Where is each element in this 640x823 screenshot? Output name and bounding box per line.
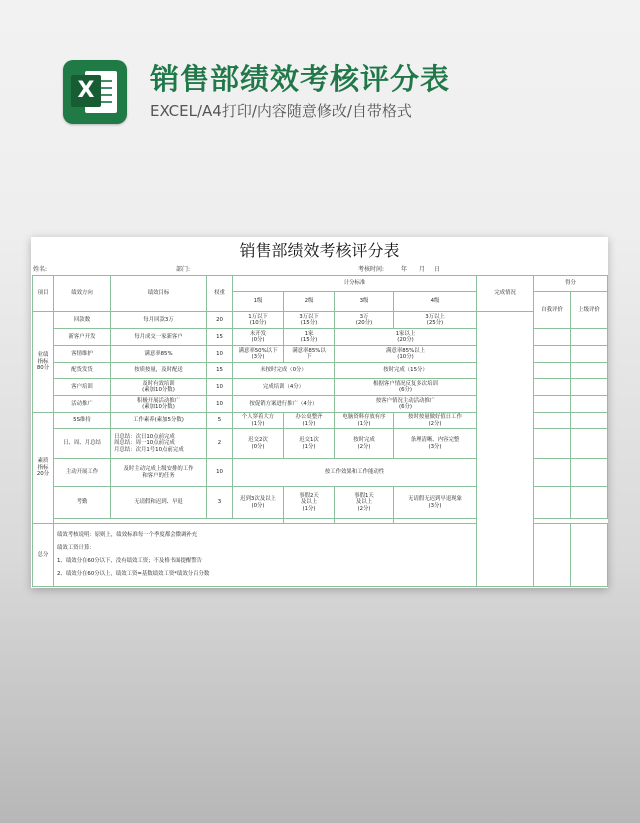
cell: 主动开展工作: [54, 459, 111, 487]
cell: [571, 329, 608, 346]
spreadsheet-preview: [31, 237, 608, 588]
cell: 迟交1次 (1分): [284, 429, 335, 459]
cell: [571, 396, 608, 413]
head-target: 绩效目标: [111, 276, 207, 312]
cell: [571, 413, 608, 429]
cell: 每月成交一家新客户: [111, 329, 207, 346]
cell: 15: [207, 363, 233, 379]
head-direction: 绩效方向: [54, 276, 111, 312]
cell: 10: [207, 396, 233, 413]
cell: 2: [207, 429, 233, 459]
head-level-2: 2级: [284, 292, 335, 312]
cell: 办公桌整齐 (1分): [284, 413, 335, 429]
cell: [534, 459, 571, 487]
head-level-1: 1级: [233, 292, 284, 312]
head-level-3: 3级: [335, 292, 394, 312]
head-weight: 权重: [207, 276, 233, 312]
name-label: 姓名:: [33, 266, 48, 273]
head-sup-eval: 上级评价: [571, 292, 608, 329]
head-done: 完成情况: [477, 276, 534, 312]
cell: 事假1天 及以上 (2分): [335, 487, 394, 519]
cell: [534, 396, 571, 413]
cell: [534, 487, 571, 519]
cell: 按时完成 (2分): [335, 429, 394, 459]
year-label: 年: [401, 266, 408, 273]
cell: 无请假和迟到、早退: [111, 487, 207, 519]
cell: 10: [207, 379, 233, 396]
summary-line: 绩效工资计算：: [57, 545, 95, 552]
cell: 客情维护: [54, 346, 111, 363]
cell: 迟交2次 (0分): [233, 429, 284, 459]
cell: [571, 346, 608, 363]
cell: [571, 363, 608, 379]
cell: 活动推广: [54, 396, 111, 413]
cell: 根据客户情况反复多次培训 (6分): [335, 379, 477, 396]
cell: 日、周、月总结: [54, 429, 111, 459]
dept-label: 部门:: [176, 266, 191, 273]
cell: 积极开展活动推广 (素加10分数): [111, 396, 207, 413]
head-standard: 计分标准: [233, 276, 477, 292]
head-self-eval: 自我评价: [534, 292, 571, 329]
cell: 满意率50%以下 (3分): [233, 346, 284, 363]
head-item: 项目: [33, 276, 54, 312]
cell: 每月回款3万: [111, 312, 207, 329]
cell: 日总结：次日10点前完成 周总结：周一10点前完成 月总结：次月1号10点前完成: [111, 429, 207, 459]
summary-line: 绩效考核说明：原则上，绩效标准每一个季度都会微调补充: [57, 532, 198, 539]
cell: 3万以上 (25分): [394, 312, 477, 329]
cell: 完成培训（4分）: [233, 379, 335, 396]
table-row: [33, 312, 608, 329]
cell: [571, 524, 608, 587]
summary-notes: [54, 524, 477, 587]
cell: [571, 379, 608, 396]
page-subtitle: EXCEL/A4打印/内容随意修改/自带格式: [150, 102, 412, 120]
cell: [571, 429, 608, 459]
cell: 按时完成（15分）: [335, 363, 477, 379]
cell: 及时有效培训 (素加10分数): [111, 379, 207, 396]
excel-icon: [63, 60, 127, 124]
cell: 个人穿着大方 (1分): [233, 413, 284, 429]
cell: 3万 (20分): [335, 312, 394, 329]
cell: 按质按量，及时配送: [111, 363, 207, 379]
month-label: 月: [419, 266, 426, 273]
cell: 1家以上 (20分): [335, 329, 477, 346]
cell: 配货发货: [54, 363, 111, 379]
page-title: 销售部绩效考核评分表: [150, 62, 451, 96]
cell: 10: [207, 346, 233, 363]
cell: 及时主动完成上级安排的工作 和客户的任务: [111, 459, 207, 487]
cell: [534, 329, 571, 346]
cell: 新客户开发: [54, 329, 111, 346]
cell: 工作素养(素加5分数): [111, 413, 207, 429]
done-column: [477, 312, 534, 587]
cell: 考勤: [54, 487, 111, 519]
cell: 满意率85%: [111, 346, 207, 363]
cell: 无请假无迟到早退现象 (3分): [394, 487, 477, 519]
cell: 满意率85%以上 (10分): [335, 346, 477, 363]
cell: 10: [207, 459, 233, 487]
category-total: 总分: [33, 524, 54, 587]
summary-line: 2、绩效分在60分以上，绩效工资=基数绩效工资*绩效分百分数: [57, 570, 210, 577]
cell: 电脑资料存放有序 (1分): [335, 413, 394, 429]
cell: 条理清晰、内容完整 (3分): [394, 429, 477, 459]
cell: 15: [207, 329, 233, 346]
cell: 20: [207, 312, 233, 329]
cell: 客户培训: [54, 379, 111, 396]
cell: 按促销方案进行推广（4分）: [233, 396, 335, 413]
excel-x-letter: X: [71, 75, 101, 107]
cell: 未开发 (0分): [233, 329, 284, 346]
cell: 3万以下 (15分): [284, 312, 335, 329]
category-performance: 业绩 指标 80分: [33, 312, 54, 413]
summary-line: 1、绩效分在60分以下，没有绩效工资；不及格书面提醒警告: [57, 558, 203, 565]
cell: 按时按量做好值日工作 (2分): [394, 413, 477, 429]
sheet-title: 销售部绩效考核评分表: [239, 241, 400, 260]
head-score: 得分: [534, 276, 608, 292]
cell: 未按时完成（0分）: [233, 363, 335, 379]
time-label: 考核时间:: [358, 266, 385, 273]
head-level-4: 4级: [394, 292, 477, 312]
category-quality: 素质 指标 20分: [33, 413, 54, 524]
cell: 3: [207, 487, 233, 519]
cell: 5S维持: [54, 413, 111, 429]
day-label: 日: [434, 266, 441, 273]
cell: [534, 363, 571, 379]
cell: [534, 524, 571, 587]
cell: [534, 429, 571, 459]
cell: [571, 487, 608, 519]
cell: 按客户情况主动活动推广 (6分): [335, 396, 477, 413]
table-row: [33, 276, 608, 292]
cell: 1万以下 (10分): [233, 312, 284, 329]
cell: 迟到3次及以上 (0分): [233, 487, 284, 519]
cell: 回款数: [54, 312, 111, 329]
cell: [571, 459, 608, 487]
cell: [534, 346, 571, 363]
cell: 5: [207, 413, 233, 429]
cell: 按工作效果和工作能动性: [233, 459, 477, 487]
cell: 1家 (15分): [284, 329, 335, 346]
cell: 事假2天 及以上 (1分): [284, 487, 335, 519]
cell: [534, 413, 571, 429]
cell: [534, 379, 571, 396]
score-table: [32, 275, 608, 587]
cell: 满意率85%以 下: [284, 346, 335, 363]
